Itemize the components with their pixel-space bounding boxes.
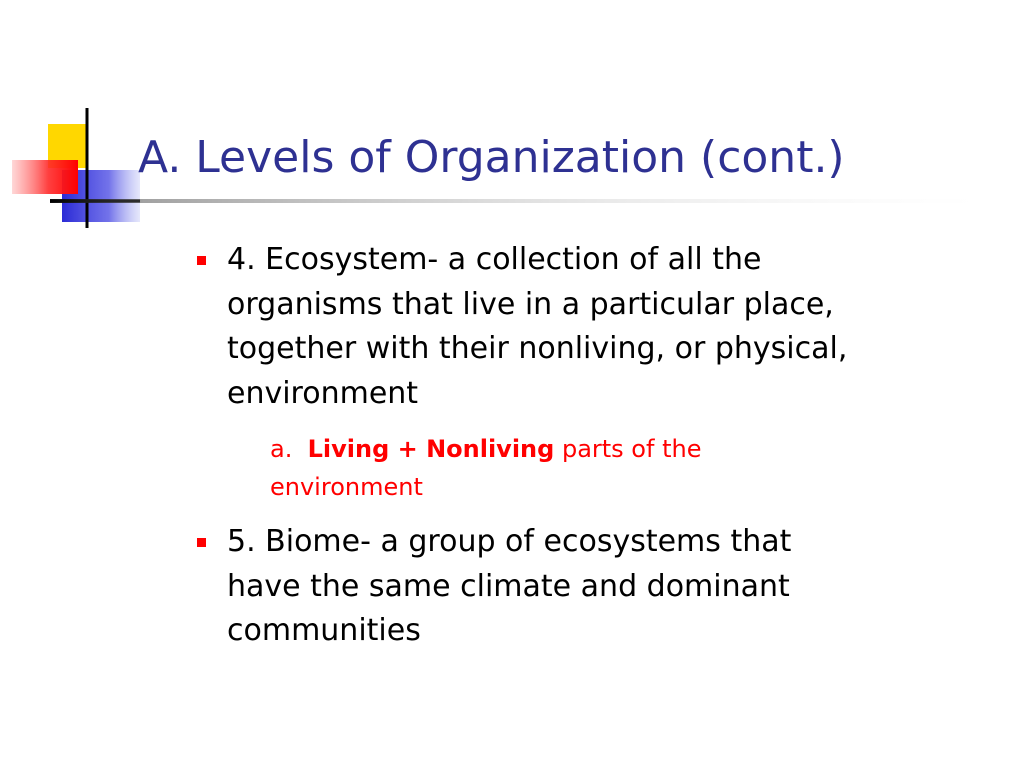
bullet-line: have the same climate and dominant [227,568,790,604]
sub-bullet-line [270,430,982,468]
decorative-logo-graphic [0,0,140,240]
bullet-line: together with their nonliving, or physical, [227,331,848,366]
bullet-line: organisms that live in a particular place, [227,286,834,322]
square-bullet-icon [197,538,206,547]
sub-bullet-living-nonliving [192,430,982,506]
logo-red-rect [12,160,78,194]
slide-title: A. Levels of Organization (cont.) [138,132,845,183]
title-underline [50,199,980,203]
sub-bullet-prefix: a. [270,435,308,463]
sub-bullet-emphasis: Living + Nonliving [307,435,555,463]
bullet-line: 4. Ecosystem- a collection of all the [227,242,762,277]
sub-bullet-line: environment [270,473,423,501]
slide-content [192,238,982,654]
bullet-line: communities [227,613,421,648]
square-bullet-icon [197,256,206,265]
bullet-line: environment [227,375,419,411]
bullet-biome [192,520,982,654]
sub-bullet-rest: parts of the [554,435,702,463]
bullet-ecosystem [192,238,982,416]
bullet-line: 5. Biome- a group of ecosystems that [227,524,792,559]
